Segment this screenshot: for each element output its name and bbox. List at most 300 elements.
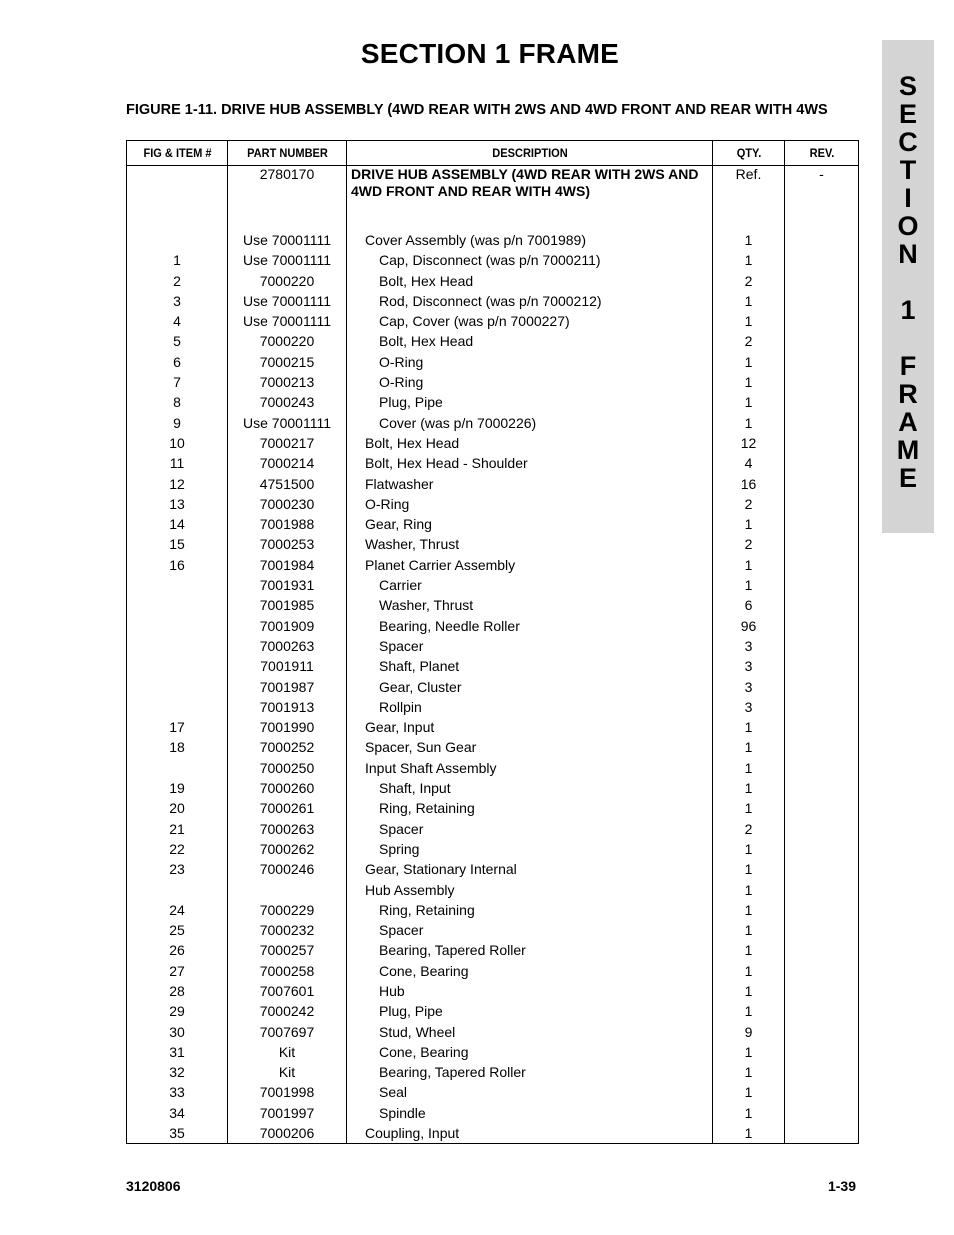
side-tab-letter: O [897, 211, 919, 241]
assembly-header-row [127, 166, 859, 231]
cell-part-number: Use 70001111 [228, 250, 347, 270]
cell-fig: 31 [127, 1042, 228, 1062]
cell-qty: 2 [713, 819, 785, 839]
cell-fig: 18 [127, 737, 228, 757]
cell-rev [785, 271, 859, 291]
cell-fig: 28 [127, 981, 228, 1001]
cell-rev [785, 1062, 859, 1082]
table-row [127, 697, 859, 717]
cell-rev [785, 900, 859, 920]
cell-part-number: 7001909 [228, 616, 347, 636]
column-header-qty: QTY. [715, 141, 781, 166]
cell-description: Seal [347, 1082, 713, 1102]
cell-fig [127, 166, 228, 231]
cell-qty: 1 [713, 250, 785, 270]
cell-fig [127, 880, 228, 900]
cell-qty: 1 [713, 758, 785, 778]
side-tab-letter: C [898, 127, 918, 157]
cell-qty: 1 [713, 859, 785, 879]
cell-qty: 1 [713, 352, 785, 372]
cell-description: Rollpin [347, 697, 713, 717]
cell-part-number: 7001990 [228, 717, 347, 737]
table-row [127, 534, 859, 554]
cell-rev [785, 920, 859, 940]
table-row [127, 737, 859, 757]
table-row [127, 555, 859, 575]
cell-part-number: 4751500 [228, 474, 347, 494]
cell-fig: 27 [127, 961, 228, 981]
cell-rev [785, 656, 859, 676]
table-row [127, 798, 859, 818]
cell-rev [785, 514, 859, 534]
cell-description: Hub [347, 981, 713, 1001]
table-header-row [127, 141, 859, 166]
cell-fig [127, 758, 228, 778]
cell-qty: 1 [713, 311, 785, 331]
cell-rev [785, 331, 859, 351]
section-side-tab [882, 40, 934, 533]
cell-description: Bearing, Tapered Roller [347, 940, 713, 960]
cell-qty: 3 [713, 636, 785, 656]
side-tab-letter: E [898, 463, 917, 493]
cell-fig [127, 697, 228, 717]
cell-rev [785, 555, 859, 575]
cell-description: Plug, Pipe [347, 1001, 713, 1021]
cell-rev [785, 575, 859, 595]
cell-rev [785, 636, 859, 656]
section-title: SECTION 1 FRAME [360, 38, 620, 69]
cell-fig: 23 [127, 859, 228, 879]
table-row [127, 372, 859, 392]
cell-rev [785, 453, 859, 473]
cell-rev [785, 433, 859, 453]
cell-qty: 2 [713, 331, 785, 351]
cell-rev [785, 1082, 859, 1102]
table-row [127, 920, 859, 940]
cell-description: Flatwasher [347, 474, 713, 494]
cell-qty: 3 [713, 656, 785, 676]
column-header-rev: REV. [787, 141, 855, 166]
cell-rev [785, 291, 859, 311]
table-row [127, 778, 859, 798]
cell-fig: 20 [127, 798, 228, 818]
cell-description: Hub Assembly [347, 880, 713, 900]
cell-fig: 12 [127, 474, 228, 494]
cell-part-number: 7000263 [228, 819, 347, 839]
table-row [127, 271, 859, 291]
table-row [127, 1103, 859, 1123]
cell-rev [785, 595, 859, 615]
cell-rev [785, 372, 859, 392]
table-row [127, 494, 859, 514]
cell-qty: 1 [713, 514, 785, 534]
table-row [127, 900, 859, 920]
cell-part-number: Kit [228, 1042, 347, 1062]
cell-part-number: 7000258 [228, 961, 347, 981]
table-row [127, 616, 859, 636]
cell-description: Gear, Stationary Internal [347, 859, 713, 879]
cell-description: Bearing, Needle Roller [347, 616, 713, 636]
cell-fig: 9 [127, 413, 228, 433]
cell-rev [785, 311, 859, 331]
cell-description: Gear, Ring [347, 514, 713, 534]
table-row [127, 413, 859, 433]
cell-fig: 4 [127, 311, 228, 331]
table-row [127, 392, 859, 412]
cell-description: Spacer [347, 920, 713, 940]
cell-description: Cover Assembly (was p/n 7001989) [347, 230, 713, 250]
cell-description: Bearing, Tapered Roller [347, 1062, 713, 1082]
cell-qty: 1 [713, 778, 785, 798]
cell-description: Gear, Input [347, 717, 713, 737]
table-row [127, 291, 859, 311]
cell-qty: 1 [713, 372, 785, 392]
cell-qty: 1 [713, 839, 785, 859]
cell-description: Washer, Thrust [347, 595, 713, 615]
table-row [127, 1062, 859, 1082]
cell-description: Spacer [347, 636, 713, 656]
column-header-part-number: PART NUMBER [232, 141, 341, 166]
cell-rev [785, 940, 859, 960]
cell-qty: 1 [713, 900, 785, 920]
cell-part-number: 7001987 [228, 677, 347, 697]
side-tab-letter: A [898, 407, 918, 437]
cell-fig: 21 [127, 819, 228, 839]
table-row [127, 595, 859, 615]
cell-qty: Ref. [713, 166, 785, 231]
side-tab-letter: T [899, 155, 917, 185]
cell-fig: 5 [127, 331, 228, 351]
cell-description: Washer, Thrust [347, 534, 713, 554]
cell-part-number: 7000242 [228, 1001, 347, 1021]
table-row [127, 331, 859, 351]
cell-part-number: 7000263 [228, 636, 347, 656]
cell-fig: 26 [127, 940, 228, 960]
cell-description: Cap, Disconnect (was p/n 7000211) [347, 250, 713, 270]
cell-description: Ring, Retaining [347, 900, 713, 920]
cell-part-number: 7000252 [228, 737, 347, 757]
cell-rev [785, 1022, 859, 1042]
cell-part-number: 7001913 [228, 697, 347, 717]
cell-rev [785, 494, 859, 514]
cell-qty: 2 [713, 494, 785, 514]
cell-part-number: 2780170 [228, 166, 347, 231]
page-number: 1-39 [827, 1178, 856, 1194]
cell-rev [785, 616, 859, 636]
cell-part-number: 7000229 [228, 900, 347, 920]
cell-rev [785, 981, 859, 1001]
side-tab-letter: S [898, 71, 917, 101]
cell-rev [785, 717, 859, 737]
cell-description: Cover (was p/n 7000226) [347, 413, 713, 433]
cell-rev [785, 1123, 859, 1144]
table-row [127, 859, 859, 879]
cell-fig: 2 [127, 271, 228, 291]
cell-rev [785, 1103, 859, 1123]
table-row [127, 880, 859, 900]
cell-part-number: 7000232 [228, 920, 347, 940]
cell-part-number: 7001985 [228, 595, 347, 615]
cell-rev [785, 1042, 859, 1062]
cell-description: Coupling, Input [347, 1123, 713, 1144]
cell-part-number: 7000215 [228, 352, 347, 372]
cell-qty: 1 [713, 575, 785, 595]
cell-part-number: Kit [228, 1062, 347, 1082]
table-row [127, 453, 859, 473]
cell-part-number: 7001911 [228, 656, 347, 676]
cell-rev [785, 230, 859, 250]
cell-description: O-Ring [347, 372, 713, 392]
cell-qty: 1 [713, 940, 785, 960]
cell-rev [785, 677, 859, 697]
cell-part-number: 7000253 [228, 534, 347, 554]
cell-part-number: 7000257 [228, 940, 347, 960]
cell-qty: 1 [713, 798, 785, 818]
cell-part-number: 7001931 [228, 575, 347, 595]
column-header-description: DESCRIPTION [361, 141, 698, 166]
table-row [127, 961, 859, 981]
cell-fig: 17 [127, 717, 228, 737]
cell-description: O-Ring [347, 494, 713, 514]
table-row [127, 230, 859, 250]
cell-fig: 35 [127, 1123, 228, 1144]
parts-table [126, 140, 859, 1144]
cell-fig: 6 [127, 352, 228, 372]
cell-qty: 12 [713, 433, 785, 453]
table-row [127, 940, 859, 960]
cell-description: DRIVE HUB ASSEMBLY (4WD REAR WITH 2WS AND 4WD FRONT AND REAR WITH 4WS) [347, 166, 713, 231]
cell-qty: 3 [713, 697, 785, 717]
side-tab-letter: 1 [900, 295, 916, 325]
cell-fig: 25 [127, 920, 228, 940]
cell-description: Stud, Wheel [347, 1022, 713, 1042]
cell-qty: 2 [713, 271, 785, 291]
cell-fig: 16 [127, 555, 228, 575]
cell-fig: 19 [127, 778, 228, 798]
cell-description: Spring [347, 839, 713, 859]
cell-rev [785, 737, 859, 757]
table-row [127, 352, 859, 372]
cell-description: Spacer [347, 819, 713, 839]
cell-fig [127, 677, 228, 697]
table-row [127, 819, 859, 839]
cell-part-number: Use 70001111 [228, 230, 347, 250]
cell-part-number: 7000217 [228, 433, 347, 453]
figure-title: FIGURE 1-11. DRIVE HUB ASSEMBLY (4WD REAR WITH 2WS AND 4WD FRONT AND REAR WITH 4WS [126, 102, 828, 118]
cell-fig: 8 [127, 392, 228, 412]
cell-qty: 1 [713, 1001, 785, 1021]
cell-fig [127, 575, 228, 595]
cell-fig: 22 [127, 839, 228, 859]
cell-rev [785, 534, 859, 554]
cell-part-number: Use 70001111 [228, 291, 347, 311]
document-number: 3120806 [126, 1178, 181, 1194]
cell-fig [127, 230, 228, 250]
cell-qty: 1 [713, 230, 785, 250]
cell-description: Plug, Pipe [347, 392, 713, 412]
side-tab-letters [882, 72, 934, 492]
cell-qty: 6 [713, 595, 785, 615]
cell-rev [785, 392, 859, 412]
cell-fig: 14 [127, 514, 228, 534]
cell-rev [785, 250, 859, 270]
cell-qty: 1 [713, 737, 785, 757]
cell-fig: 29 [127, 1001, 228, 1021]
cell-fig [127, 636, 228, 656]
cell-qty: 4 [713, 453, 785, 473]
table-row [127, 514, 859, 534]
cell-rev: - [785, 166, 859, 231]
cell-part-number: 7001984 [228, 555, 347, 575]
cell-rev [785, 961, 859, 981]
cell-part-number: 7000243 [228, 392, 347, 412]
cell-part-number: 7000213 [228, 372, 347, 392]
cell-qty: 1 [713, 1082, 785, 1102]
cell-qty: 2 [713, 534, 785, 554]
cell-fig: 10 [127, 433, 228, 453]
cell-description: Cap, Cover (was p/n 7000227) [347, 311, 713, 331]
cell-fig: 1 [127, 250, 228, 270]
cell-description: Carrier [347, 575, 713, 595]
cell-qty: 1 [713, 413, 785, 433]
cell-qty: 3 [713, 677, 785, 697]
cell-qty: 9 [713, 1022, 785, 1042]
side-tab-letter: R [898, 379, 918, 409]
cell-rev [785, 352, 859, 372]
table-row [127, 1001, 859, 1021]
column-header-fig-item: FIG & ITEM # [131, 141, 224, 166]
table-row [127, 311, 859, 331]
cell-rev [785, 819, 859, 839]
cell-description: Bolt, Hex Head - Shoulder [347, 453, 713, 473]
cell-fig: 11 [127, 453, 228, 473]
cell-qty: 96 [713, 616, 785, 636]
cell-rev [785, 697, 859, 717]
cell-part-number: 7001997 [228, 1103, 347, 1123]
parts-table-body [127, 166, 859, 1144]
cell-rev [785, 880, 859, 900]
cell-rev [785, 859, 859, 879]
cell-fig: 30 [127, 1022, 228, 1042]
cell-rev [785, 778, 859, 798]
cell-fig: 15 [127, 534, 228, 554]
cell-description: Cone, Bearing [347, 961, 713, 981]
cell-fig: 24 [127, 900, 228, 920]
side-tab-letter: E [898, 99, 917, 129]
cell-fig [127, 616, 228, 636]
cell-description: O-Ring [347, 352, 713, 372]
cell-description: Spindle [347, 1103, 713, 1123]
cell-description: Ring, Retaining [347, 798, 713, 818]
table-row [127, 636, 859, 656]
cell-rev [785, 1001, 859, 1021]
cell-part-number: 7007697 [228, 1022, 347, 1042]
table-row [127, 433, 859, 453]
cell-description: Planet Carrier Assembly [347, 555, 713, 575]
cell-description: Input Shaft Assembly [347, 758, 713, 778]
table-row [127, 981, 859, 1001]
table-row [127, 1082, 859, 1102]
cell-rev [785, 413, 859, 433]
cell-description: Bolt, Hex Head [347, 271, 713, 291]
cell-qty: 1 [713, 392, 785, 412]
cell-rev [785, 758, 859, 778]
cell-fig: 34 [127, 1103, 228, 1123]
cell-part-number: 7000250 [228, 758, 347, 778]
cell-part-number [228, 880, 347, 900]
cell-part-number: 7001988 [228, 514, 347, 534]
cell-qty: 1 [713, 291, 785, 311]
cell-qty: 1 [713, 717, 785, 737]
side-tab-letter: F [899, 351, 917, 381]
side-tab-letter: I [904, 183, 912, 213]
cell-qty: 1 [713, 1103, 785, 1123]
cell-description: Bolt, Hex Head [347, 331, 713, 351]
cell-part-number: 7000206 [228, 1123, 347, 1144]
cell-qty: 16 [713, 474, 785, 494]
table-row [127, 575, 859, 595]
table-row [127, 1022, 859, 1042]
cell-part-number: 7000261 [228, 798, 347, 818]
cell-part-number: 7000214 [228, 453, 347, 473]
table-row [127, 656, 859, 676]
cell-fig: 32 [127, 1062, 228, 1082]
side-tab-letter: N [898, 239, 918, 269]
cell-part-number: 7000220 [228, 271, 347, 291]
cell-description: Rod, Disconnect (was p/n 7000212) [347, 291, 713, 311]
cell-qty: 1 [713, 555, 785, 575]
cell-qty: 1 [713, 920, 785, 940]
cell-description: Gear, Cluster [347, 677, 713, 697]
cell-part-number: 7000230 [228, 494, 347, 514]
table-row [127, 474, 859, 494]
table-row [127, 1042, 859, 1062]
table-row [127, 250, 859, 270]
table-row [127, 758, 859, 778]
cell-part-number: 7000262 [228, 839, 347, 859]
table-row [127, 1123, 859, 1144]
cell-qty: 1 [713, 961, 785, 981]
cell-part-number: Use 70001111 [228, 413, 347, 433]
cell-part-number: 7007601 [228, 981, 347, 1001]
cell-qty: 1 [713, 1062, 785, 1082]
cell-part-number: 7001998 [228, 1082, 347, 1102]
cell-description: Shaft, Input [347, 778, 713, 798]
side-tab-letter: M [896, 435, 920, 465]
cell-rev [785, 474, 859, 494]
cell-part-number: 7000220 [228, 331, 347, 351]
table-row [127, 839, 859, 859]
cell-description: Spacer, Sun Gear [347, 737, 713, 757]
cell-description: Shaft, Planet [347, 656, 713, 676]
cell-part-number: 7000260 [228, 778, 347, 798]
cell-fig [127, 656, 228, 676]
cell-description: Cone, Bearing [347, 1042, 713, 1062]
cell-fig [127, 595, 228, 615]
cell-fig: 7 [127, 372, 228, 392]
cell-qty: 1 [713, 1123, 785, 1144]
cell-qty: 1 [713, 880, 785, 900]
cell-rev [785, 839, 859, 859]
table-row [127, 717, 859, 737]
cell-fig: 3 [127, 291, 228, 311]
cell-qty: 1 [713, 981, 785, 1001]
cell-qty: 1 [713, 1042, 785, 1062]
cell-part-number: 7000246 [228, 859, 347, 879]
cell-fig: 33 [127, 1082, 228, 1102]
cell-description: Bolt, Hex Head [347, 433, 713, 453]
table-row [127, 677, 859, 697]
